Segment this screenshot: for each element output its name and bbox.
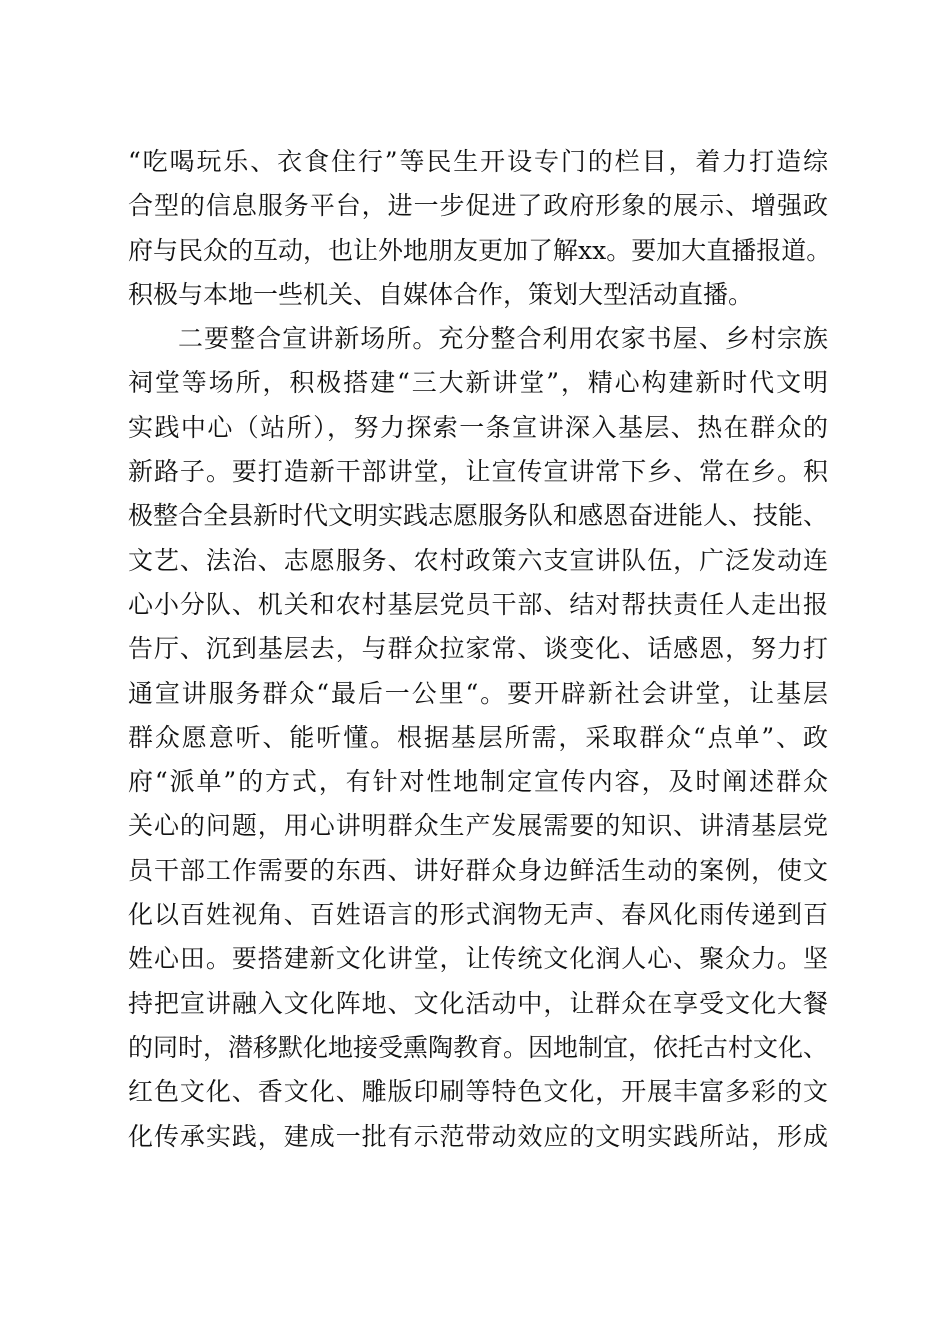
text-line: 祠堂等场所，积极搭建“三大新讲堂”，精心构建新时代文明 — [128, 368, 828, 398]
text-line: 府“派单”的方式，有针对性地制定宣传内容，及时阐述群众 — [128, 767, 828, 797]
text-line: 新路子。要打造新干部讲堂，让宣传宣讲常下乡、常在乡。积 — [128, 457, 828, 487]
text-line: 化以百姓视角、百姓语言的形式润物无声、春风化雨传递到百 — [128, 900, 828, 930]
text-line: 员干部工作需要的东西、讲好群众身边鲜活生动的案例，使文 — [128, 855, 828, 885]
text-line: 心小分队、机关和农村基层党员干部、结对帮扶责任人走出报 — [128, 589, 828, 619]
document-body — [128, 140, 832, 1159]
text-line: 告厅、沉到基层去，与群众拉家常、谈变化、话感恩，努力打 — [128, 634, 828, 664]
text-line: 持把宣讲融入文化阵地、文化活动中，让群众在享受文化大餐 — [128, 988, 828, 1018]
text-line: 的同时，潜移默化地接受熏陶教育。因地制宜，依托古村文化、 — [128, 1032, 829, 1062]
text-line: 实践中心（站所），努力探索一条宣讲深入基层、热在群众的 — [128, 412, 828, 442]
text-line: 积极与本地一些机关、自媒体合作，策划大型活动直播。 — [128, 279, 754, 309]
text-line: 极整合全县新时代文明实践志愿服务队和感恩奋进能人、技能、 — [128, 501, 829, 531]
text-line: 文艺、法治、志愿服务、农村政策六支宣讲队伍，广泛发动连 — [128, 545, 828, 575]
text-line: 关心的问题，用心讲明群众生产发展需要的知识、讲清基层党 — [128, 811, 828, 841]
text-line: 群众愿意听、能听懂。根据基层所需，采取群众“点单”、政 — [128, 722, 828, 752]
text-line: “吃喝玩乐、衣食住行”等民生开设专门的栏目，着力打造综 — [128, 147, 828, 176]
text-line: 二要整合宣讲新场所。充分整合利用农家书屋、乡村宗族 — [178, 324, 828, 354]
text-line: 化传承实践，建成一批有示范带动效应的文明实践所站，形成 — [128, 1121, 828, 1151]
text-line: 合型的信息服务平台，进一步促进了政府形象的展示、增强政 — [128, 191, 828, 221]
text-line: 红色文化、香文化、雕版印刷等特色文化，开展丰富多彩的文 — [128, 1077, 828, 1107]
text-line: 通宣讲服务群众“最后一公里“。要开辟新社会讲堂，让基层 — [128, 678, 828, 708]
text-line: 姓心田。要搭建新文化讲堂，让传统文化润人心、聚众力。坚 — [128, 944, 828, 974]
text-line: 府与民众的互动，也让外地朋友更加了解xx。要加大直播报道。 — [128, 235, 832, 265]
